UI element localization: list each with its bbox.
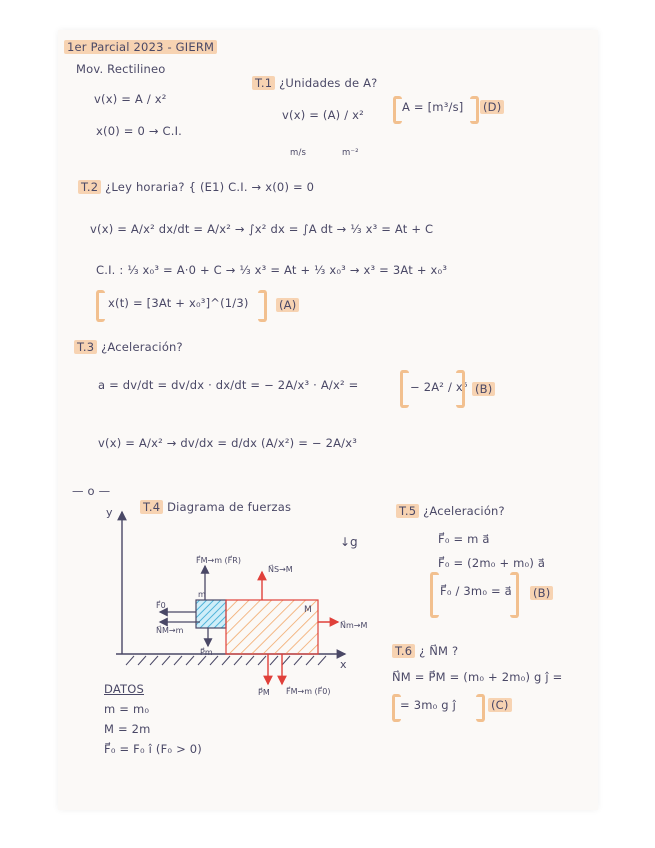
t5-answer: F⃗₀ / 3m₀ = a⃗ (440, 584, 512, 598)
initial-condition: x(0) = 0 → C.I. (96, 124, 183, 138)
y-axis-label: y (106, 506, 113, 519)
t1-answer: A = [m³/s] (402, 100, 464, 114)
section-separator: — o — (72, 484, 111, 498)
t5-heading (396, 504, 505, 518)
datos-item-force: F⃗₀ = F₀ î (F₀ > 0) (104, 742, 202, 756)
x-axis-label: x (340, 658, 347, 671)
t6-heading (392, 644, 458, 658)
t1-units-velocity: m/s (290, 148, 307, 158)
t5-tag: T.5 (396, 504, 419, 518)
datos-item-big-mass: M = 2m (104, 722, 151, 736)
t2-question: ¿Ley horaria? { (E1) C.I. → x(0) = 0 (105, 180, 315, 194)
t6-answer: = 3m₀ g ĵ (400, 698, 457, 712)
t6-tag: T.6 (392, 644, 415, 658)
t2-initial-condition-line: C.I. : ⅓ x₀³ = A·0 + C → ⅓ x³ = At + ⅓ x₀³ → x³ = 3At + x₀³ (96, 263, 448, 277)
t6-choice: (C) (488, 698, 512, 712)
datos-title: DATOS (104, 682, 145, 696)
label-N-Mm: N⃗M→m (156, 626, 184, 635)
t5-newton-law: F⃗₀ = m a⃗ (438, 532, 490, 546)
velocity-definition: v(x) = A / x² (94, 92, 167, 106)
t1-units-inverse-square: m⁻² (342, 148, 359, 158)
t3-question: ¿Aceleración? (101, 340, 183, 354)
gravity-label: ↓g (340, 535, 358, 549)
label-N-S-M: N⃗S→M (268, 565, 293, 574)
t4-tag: T.4 (140, 500, 163, 514)
label-P-M: P⃗M (258, 688, 270, 697)
exam-title: 1er Parcial 2023 - GIERM (64, 40, 217, 54)
t3-choice: (B) (472, 382, 495, 396)
t2-choice: (A) (276, 298, 299, 312)
label-F0: F⃗0 (156, 601, 166, 610)
label-F-m-M: F⃗M→m (F⃗0) (286, 687, 331, 696)
t5-answer-bracket-left (430, 572, 439, 618)
topic-subtitle: Mov. Rectilineo (76, 62, 166, 76)
label-F-Mm: F⃗M→m (F⃗R) (196, 556, 241, 565)
t5-answer-bracket-right (510, 572, 519, 618)
t3-answer: − 2A² / x⁵ (410, 380, 468, 394)
small-block-m (196, 600, 226, 628)
big-block-label: M (304, 605, 312, 615)
t1-tag: T.1 (252, 76, 275, 90)
label-N-m-M: N⃗m→M (340, 621, 368, 630)
t4-question: Diagrama de fuerzas (167, 500, 292, 514)
t2-answer: x(t) = [3At + x₀³]^(1/3) (108, 296, 249, 310)
t3-tag: T.3 (74, 340, 97, 354)
t2-integration-line: v(x) = A/x² dx/dt = A/x² → ∫x² dx = ∫A dt → ⅓ x³ = At + C (90, 222, 434, 236)
t5-choice: (B) (530, 586, 553, 600)
datos-item-mass: m = m₀ (104, 702, 150, 716)
t2-tag: T.2 (78, 180, 101, 194)
small-block-label: m (198, 590, 206, 599)
t5-question: ¿Aceleración? (423, 504, 505, 518)
ground-hatching (126, 656, 326, 665)
label-P-m: P⃗m (200, 648, 213, 657)
t6-answer-bracket-right (476, 694, 485, 722)
t1-choice: (D) (480, 100, 504, 114)
t3-derivative-line: v(x) = A/x² → dv/dx = d/dx (A/x²) = − 2A/x³ (98, 436, 358, 450)
t6-question: ¿ N⃗M ? (419, 644, 459, 658)
t1-question: ¿Unidades de A? (279, 76, 378, 90)
t3-chain-rule-line: a = dv/dt = dv/dx · dx/dt = − 2A/x³ · A/x² = (98, 378, 359, 392)
t6-normal-weight-equation: N⃗M = P⃗M = (m₀ + 2m₀) g ĵ = (392, 670, 563, 684)
t5-mass-sum: F⃗₀ = (2m₀ + m₀) a⃗ (438, 556, 546, 570)
t1-expression: v(x) = (A) / x² (282, 108, 364, 122)
